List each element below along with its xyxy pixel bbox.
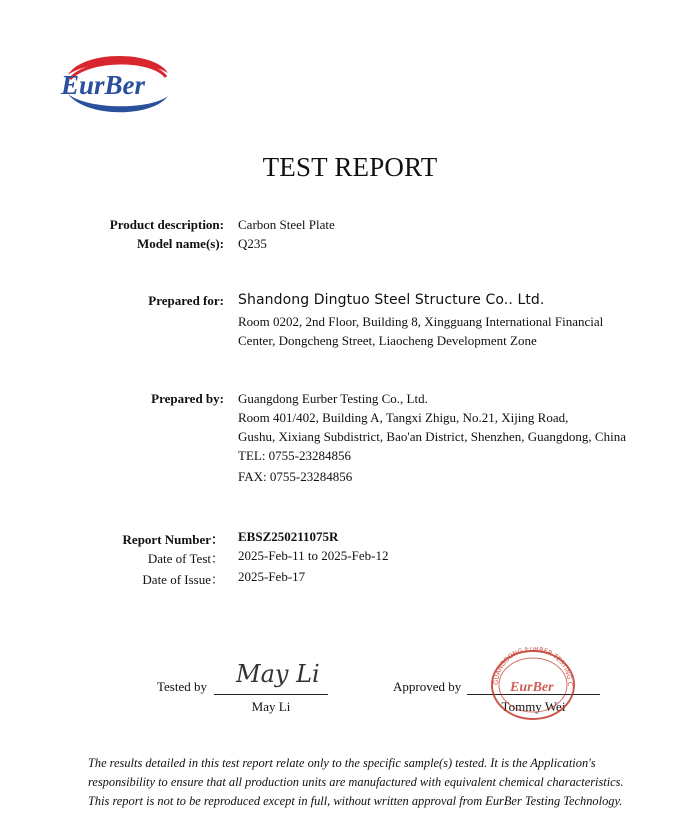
report-number-value: EBSZ250211075R [238,529,339,544]
prepared-by-line-2: Room 401/402, Building A, Tangxi Zhigu, No.21, Xijing Road, [238,410,569,425]
eurber-logo-graphic [58,48,178,120]
date-of-test-label: Date of Test： [147,551,224,566]
approver-name: Tommy Wei [501,699,566,714]
prepared-by-line-1: Guangdong Eurber Testing Co., Ltd. [238,391,428,406]
report-number-label: Report Number： [122,532,224,547]
prepared-for-company: Shandong Dingtuo Steel Structure Co.. Ltd. [238,292,545,308]
logo-text: EurBer [61,70,146,100]
tester-signature [232,652,342,692]
model-name-label: Model name(s): [136,236,224,251]
prepared-by-label: Prepared by: [151,391,224,406]
disclaimer-text: The results detailed in this test report relate only to the specific sample(s) tested. It is the Application's responsibility to ensure that all production units are manufactured with equivalent chemical characteristics. This report is not to be reproduced except in full, without written approval from EurBer Testing Technology. [88,756,624,809]
prepared-for-address-line-2: Center, Dongcheng Street, Liaocheng Development Zone [238,333,537,348]
company-stamp [488,647,578,721]
prepared-by-line-3: Gushu, Xixiang Subdistrict, Bao'an District, Shenzhen, Guangdong, China [238,429,626,444]
date-of-test-value: 2025-Feb-11 to 2025-Feb-12 [238,548,389,563]
prepared-by-fax: FAX: 0755-23284856 [238,469,353,484]
prepared-by-tel: TEL: 0755-23284856 [238,448,352,463]
approved-by-label: Approved by [393,679,462,694]
prepared-for-address-line-1: Room 0202, 2nd Floor, Building 8, Xingguang International Financial [238,314,604,329]
page-title: TEST REPORT [262,152,438,182]
tester-name: May Li [251,699,291,714]
signature-glyphs: May Li [236,660,320,688]
prepared-for-label: Prepared for: [148,293,224,308]
handwritten-signature-image [232,652,342,692]
model-name-value: Q235 [238,236,267,251]
stamp-seal-image [488,647,578,721]
company-logo [58,48,178,120]
date-of-issue-value: 2025-Feb-17 [238,569,306,584]
product-description-label: Product description: [109,217,224,232]
tested-by-line [214,694,328,695]
stamp-arc-text: GUANGDONG EURBER TESTING C [491,647,575,687]
product-description-value: Carbon Steel Plate [238,217,335,232]
stamp-logo-text: EurBer [510,680,554,695]
date-of-issue-label: Date of Issue： [142,572,224,587]
tested-by-label: Tested by [157,679,207,694]
